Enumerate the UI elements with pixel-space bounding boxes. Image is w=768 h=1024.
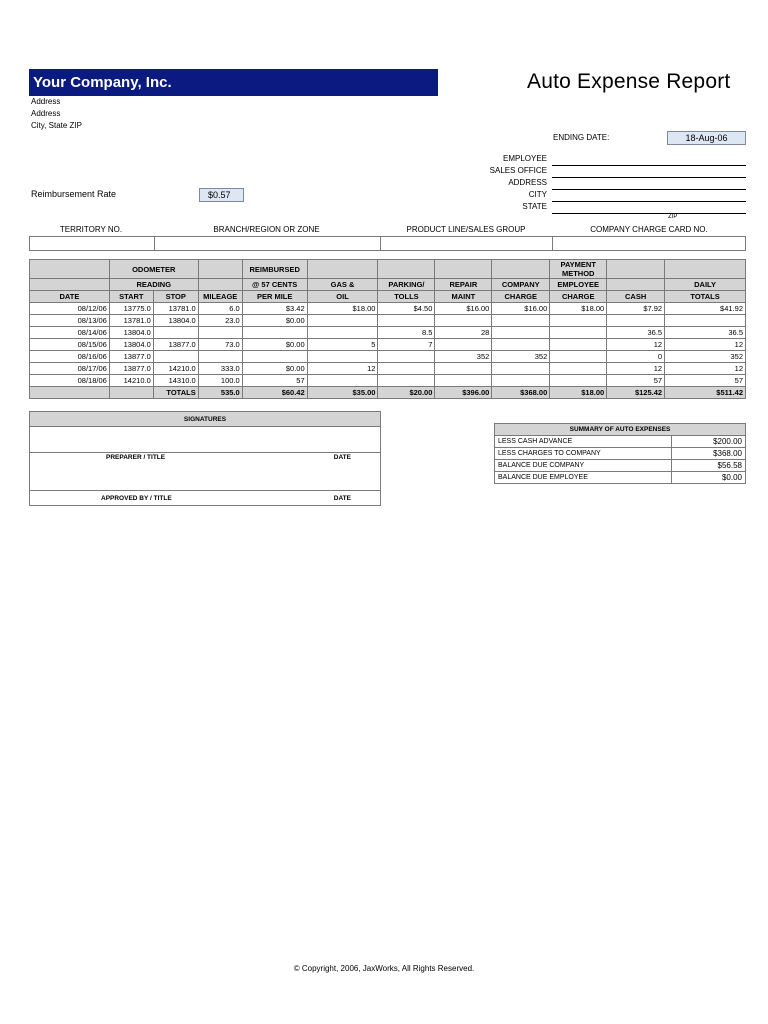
cash-cell[interactable]: 57 <box>607 375 665 387</box>
parking-cell[interactable] <box>378 375 435 387</box>
mileage-cell[interactable] <box>198 327 242 339</box>
company-charge-cell[interactable]: $16.00 <box>492 303 550 315</box>
parking-cell[interactable]: $4.50 <box>378 303 435 315</box>
city-field[interactable] <box>552 201 746 202</box>
summary-row <box>495 448 746 460</box>
gas-cell[interactable] <box>307 327 378 339</box>
address-line-2: Address <box>31 109 61 118</box>
start-cell[interactable]: 13781.0 <box>109 315 153 327</box>
employee-charge-cell[interactable]: $18.00 <box>550 303 607 315</box>
cash-header: CASH <box>607 291 665 303</box>
state-label: STATE <box>522 202 547 211</box>
summary-row <box>495 472 746 484</box>
header-row-2 <box>30 279 746 291</box>
address-field[interactable] <box>552 189 746 190</box>
header-row-3 <box>30 291 746 303</box>
preparer-row <box>30 453 381 491</box>
totals-label: TOTALS <box>153 387 198 399</box>
payment-method-header: PAYMENT METHOD <box>550 260 607 279</box>
table-row <box>30 315 746 327</box>
ending-date-field[interactable]: 18-Aug-06 <box>667 131 746 145</box>
table-row <box>30 303 746 315</box>
cash-cell[interactable]: 12 <box>607 363 665 375</box>
company-name-banner: Your Company, Inc. <box>29 69 438 96</box>
parking-cell[interactable] <box>378 351 435 363</box>
company-header: COMPANY <box>492 279 550 291</box>
reimbursed-header: REIMBURSED <box>242 260 307 279</box>
stop-header: STOP <box>153 291 198 303</box>
territory-input-row <box>29 236 746 251</box>
per-mile-header: PER MILE <box>242 291 307 303</box>
summary-label: BALANCE DUE EMPLOYEE <box>495 472 672 484</box>
employee-charge-cell[interactable] <box>550 351 607 363</box>
sales-office-label: SALES OFFICE <box>489 166 547 175</box>
repair-cell[interactable]: $16.00 <box>435 303 492 315</box>
reimbursed-cell[interactable]: $0.00 <box>242 363 307 375</box>
oil-header: OIL <box>307 291 378 303</box>
mileage-cell[interactable]: 23.0 <box>198 315 242 327</box>
signatures-title: SIGNATURES <box>30 412 381 427</box>
repair-cell[interactable] <box>435 315 492 327</box>
date-cell[interactable]: 08/16/06 <box>30 351 110 363</box>
start-cell[interactable]: 13804.0 <box>109 327 153 339</box>
gas-header: GAS & <box>307 279 378 291</box>
daily-total-cell[interactable]: 352 <box>665 351 746 363</box>
charge-card-field[interactable] <box>552 237 746 251</box>
total-mileage: 535.0 <box>198 387 242 399</box>
stop-cell[interactable]: 14310.0 <box>153 375 198 387</box>
reimbursed-cell[interactable] <box>242 351 307 363</box>
daily-total-cell[interactable]: $41.92 <box>665 303 746 315</box>
parking-cell[interactable]: 8.5 <box>378 327 435 339</box>
parking-cell[interactable] <box>378 363 435 375</box>
preparer-date-label: DATE <box>333 454 351 461</box>
reimbursed-cell[interactable]: $0.00 <box>242 315 307 327</box>
address-line-1: Address <box>31 97 61 106</box>
start-cell[interactable]: 13775.0 <box>109 303 153 315</box>
stop-cell[interactable]: 14210.0 <box>153 363 198 375</box>
reimbursement-rate-label: Reimbursement Rate <box>31 189 117 199</box>
copyright-footer: © Copyright, 2006, JaxWorks, All Rights Reserved. <box>293 964 475 973</box>
employee-label: EMPLOYEE <box>502 154 547 163</box>
summary-row <box>495 436 746 448</box>
total-reimbursed: $60.42 <box>242 387 307 399</box>
summary-value[interactable]: $200.00 <box>672 436 746 448</box>
total-daily: $511.42 <box>665 387 746 399</box>
summary-label: BALANCE DUE COMPANY <box>495 460 672 472</box>
mileage-cell[interactable]: 333.0 <box>198 363 242 375</box>
total-repair: $396.00 <box>435 387 492 399</box>
total-cash: $125.42 <box>607 387 665 399</box>
company-charge-cell[interactable] <box>492 327 550 339</box>
zip-label: ZIP <box>668 214 678 220</box>
cash-cell[interactable]: 12 <box>607 339 665 351</box>
mileage-cell[interactable]: 73.0 <box>198 339 242 351</box>
employee-charge-cell[interactable] <box>550 363 607 375</box>
preparer-signature-area[interactable] <box>30 427 381 453</box>
total-company-charge: $368.00 <box>492 387 550 399</box>
repair-header: REPAIR <box>435 279 492 291</box>
gas-cell[interactable]: 5 <box>307 339 378 351</box>
summary-row <box>495 460 746 472</box>
approved-date-label: DATE <box>333 494 351 502</box>
daily-total-cell[interactable]: 12 <box>665 363 746 375</box>
company-charge-cell[interactable] <box>492 375 550 387</box>
employee-charge-header: CHARGE <box>550 291 607 303</box>
gas-cell[interactable]: $18.00 <box>307 303 378 315</box>
reimbursed-cell[interactable]: $3.42 <box>242 303 307 315</box>
company-charge-cell[interactable] <box>492 339 550 351</box>
total-employee-charge: $18.00 <box>550 387 607 399</box>
repair-cell[interactable] <box>435 363 492 375</box>
mileage-cell[interactable]: 6.0 <box>198 303 242 315</box>
reimbursed-cell[interactable] <box>242 327 307 339</box>
employee-field[interactable] <box>552 165 746 166</box>
date-cell[interactable]: 08/15/06 <box>30 339 110 351</box>
start-cell[interactable]: 14210.0 <box>109 375 153 387</box>
gas-cell[interactable] <box>307 375 378 387</box>
tolls-header: TOLLS <box>378 291 435 303</box>
employee-charge-cell[interactable] <box>550 375 607 387</box>
company-charge-cell[interactable] <box>492 363 550 375</box>
approved-label: APPROVED BY / TITLE <box>101 494 172 502</box>
totals-row <box>30 387 746 399</box>
start-cell[interactable]: 13877.0 <box>109 351 153 363</box>
company-charge-cell[interactable]: 352 <box>492 351 550 363</box>
cents-header: @ 57 CENTS <box>242 279 307 291</box>
summary-box <box>494 423 746 484</box>
summary-value[interactable]: $368.00 <box>672 448 746 460</box>
signatures-box <box>29 411 381 506</box>
gas-cell[interactable]: 12 <box>307 363 378 375</box>
company-charge-header: CHARGE <box>492 291 550 303</box>
stop-cell[interactable]: 13781.0 <box>153 303 198 315</box>
charge-card-label: COMPANY CHARGE CARD NO. <box>590 225 708 234</box>
date-cell[interactable]: 08/18/06 <box>30 375 110 387</box>
repair-cell[interactable] <box>435 339 492 351</box>
state-field[interactable] <box>552 213 746 214</box>
maint-header: MAINT <box>435 291 492 303</box>
preparer-label: PREPARER / TITLE <box>106 454 166 461</box>
territory-field[interactable] <box>30 237 155 251</box>
date-cell[interactable]: 08/14/06 <box>30 327 110 339</box>
mileage-cell[interactable]: 100.0 <box>198 375 242 387</box>
daily-total-cell[interactable]: 57 <box>665 375 746 387</box>
summary-label: LESS CHARGES TO COMPANY <box>495 448 672 460</box>
company-charge-cell[interactable] <box>492 315 550 327</box>
employee-charge-cell[interactable] <box>550 327 607 339</box>
reimbursement-rate-field[interactable]: $0.57 <box>199 188 244 202</box>
total-parking: $20.00 <box>378 387 435 399</box>
totals-header: TOTALS <box>665 291 746 303</box>
date-header: DATE <box>30 291 110 303</box>
gas-cell[interactable] <box>307 315 378 327</box>
approved-row[interactable] <box>30 491 381 506</box>
date-cell[interactable]: 08/13/06 <box>30 315 110 327</box>
header-row-1 <box>30 260 746 279</box>
reimbursed-cell[interactable]: 57 <box>242 375 307 387</box>
parking-header: PARKING/ <box>378 279 435 291</box>
report-title: Auto Expense Report <box>527 70 731 93</box>
daily-header: DAILY <box>665 279 746 291</box>
sales-office-field[interactable] <box>552 177 746 178</box>
gas-cell[interactable] <box>307 351 378 363</box>
territory-label: TERRITORY NO. <box>59 225 123 234</box>
start-header: START <box>109 291 153 303</box>
cash-cell[interactable]: 36.5 <box>607 327 665 339</box>
ending-date-label: ENDING DATE: <box>553 133 610 142</box>
reimbursed-cell[interactable]: $0.00 <box>242 339 307 351</box>
employee-charge-cell[interactable] <box>550 339 607 351</box>
mileage-cell[interactable] <box>198 351 242 363</box>
daily-total-cell[interactable] <box>665 315 746 327</box>
branch-field[interactable] <box>154 237 380 251</box>
start-cell[interactable]: 13877.0 <box>109 363 153 375</box>
repair-cell[interactable]: 352 <box>435 351 492 363</box>
table-row <box>30 363 746 375</box>
repair-cell[interactable]: 28 <box>435 327 492 339</box>
date-cell[interactable]: 08/17/06 <box>30 363 110 375</box>
table-row <box>30 339 746 351</box>
table-row <box>30 351 746 363</box>
city-label: CITY <box>528 190 547 199</box>
stop-cell[interactable] <box>153 351 198 363</box>
employee-header: EMPLOYEE <box>550 279 607 291</box>
start-cell[interactable]: 13804.0 <box>109 339 153 351</box>
summary-label: LESS CASH ADVANCE <box>495 436 672 448</box>
parking-cell[interactable]: 7 <box>378 339 435 351</box>
product-line-field[interactable] <box>380 237 552 251</box>
daily-total-cell[interactable]: 12 <box>665 339 746 351</box>
city-state-zip: City, State ZIP <box>31 121 82 130</box>
repair-cell[interactable] <box>435 375 492 387</box>
cash-cell[interactable]: 0 <box>607 351 665 363</box>
mileage-header: MILEAGE <box>198 291 242 303</box>
table-row <box>30 375 746 387</box>
cash-cell[interactable]: $7.92 <box>607 303 665 315</box>
product-line-label: PRODUCT LINE/SALES GROUP <box>406 225 526 234</box>
odometer-header: ODOMETER <box>109 260 198 279</box>
total-gas: $35.00 <box>307 387 378 399</box>
summary-value[interactable]: $0.00 <box>672 472 746 484</box>
employee-charge-cell[interactable] <box>550 315 607 327</box>
parking-cell[interactable] <box>378 315 435 327</box>
stop-cell[interactable]: 13804.0 <box>153 315 198 327</box>
summary-value[interactable]: $56.58 <box>672 460 746 472</box>
daily-total-cell[interactable]: 36.5 <box>665 327 746 339</box>
summary-title: SUMMARY OF AUTO EXPENSES <box>495 424 746 436</box>
expense-table <box>29 259 746 399</box>
table-row <box>30 327 746 339</box>
stop-cell[interactable]: 13877.0 <box>153 339 198 351</box>
date-cell[interactable]: 08/12/06 <box>30 303 110 315</box>
stop-cell[interactable] <box>153 327 198 339</box>
address-label: ADDRESS <box>508 178 547 187</box>
reading-header: READING <box>109 279 198 291</box>
cash-cell[interactable] <box>607 315 665 327</box>
branch-label: BRANCH/REGION OR ZONE <box>213 225 320 234</box>
